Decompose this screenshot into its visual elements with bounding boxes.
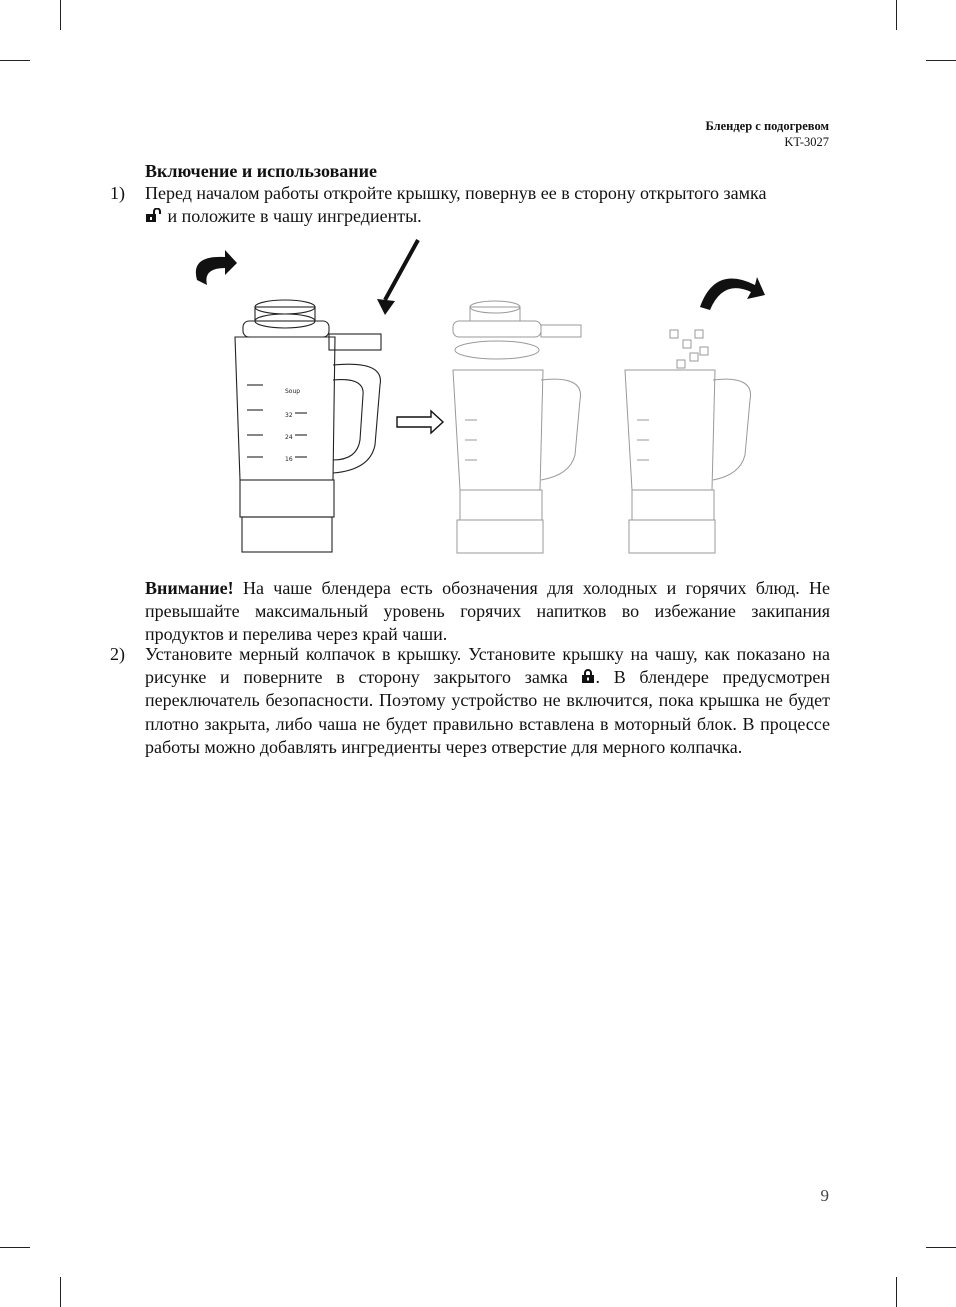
step-text: Перед началом работы откройте крышку, повернув ее в сторону открытого замка и положите в чашу ингредиенты. [145,183,767,227]
step-number: 1) [110,183,125,203]
header-title: Блендер с подогревом [705,119,829,133]
closed-lock-icon [581,669,595,684]
header-model: KT-3027 [784,135,829,149]
crop-mark [60,1277,61,1307]
step-number: 2) [110,644,125,664]
running-header [705,118,829,150]
blender-ingredients [625,277,765,553]
crop-mark [926,60,956,61]
warning-text: На чаше блендера есть обозначения для холодных и горячих блюд. Не превышайте максимальный уровень горячих напитков во избежание закипания продуктов и перелива через край чаши. [145,578,831,645]
down-arrow-icon [385,240,418,300]
step-1 [110,182,830,228]
crop-mark [0,60,30,61]
section-title: Включение и использование [145,161,378,181]
rotate-arrow-icon [700,277,765,310]
scale-label: Soup [285,388,301,395]
crop-mark [896,1277,897,1307]
scale-label: 24 [285,434,293,441]
right-arrow-icon [397,411,443,433]
step-2 [110,643,830,759]
page-number: 9 [820,1186,829,1205]
crop-mark [0,1247,30,1248]
crop-mark [896,0,897,30]
crop-mark [60,0,61,30]
rotate-arrow-icon [196,250,237,285]
blender-illustration [185,235,775,560]
open-lock-icon [145,208,163,223]
warning-paragraph [145,577,830,647]
step-text: Установите мерный колпачок в крышку. Установите крышку на чашу, как показано на рисунке и поверните в сторону закрытого замка . В блендере предусмотрен переключатель безопасности. Поэтому устройство не включится, пока крышка не будет плотно закрыта, либо чаша не будет правильно вставлена в моторный блок. В процессе работы можно добавлять ингредиенты через отверстие для мерного колпачка. [145,644,831,757]
scale-label: 32 [285,412,293,419]
crop-mark [926,1247,956,1248]
blender-assembled [196,240,418,552]
blender-lid-open [453,301,581,553]
scale-label: 16 [285,456,293,463]
warning-label: Внимание! [145,578,234,598]
